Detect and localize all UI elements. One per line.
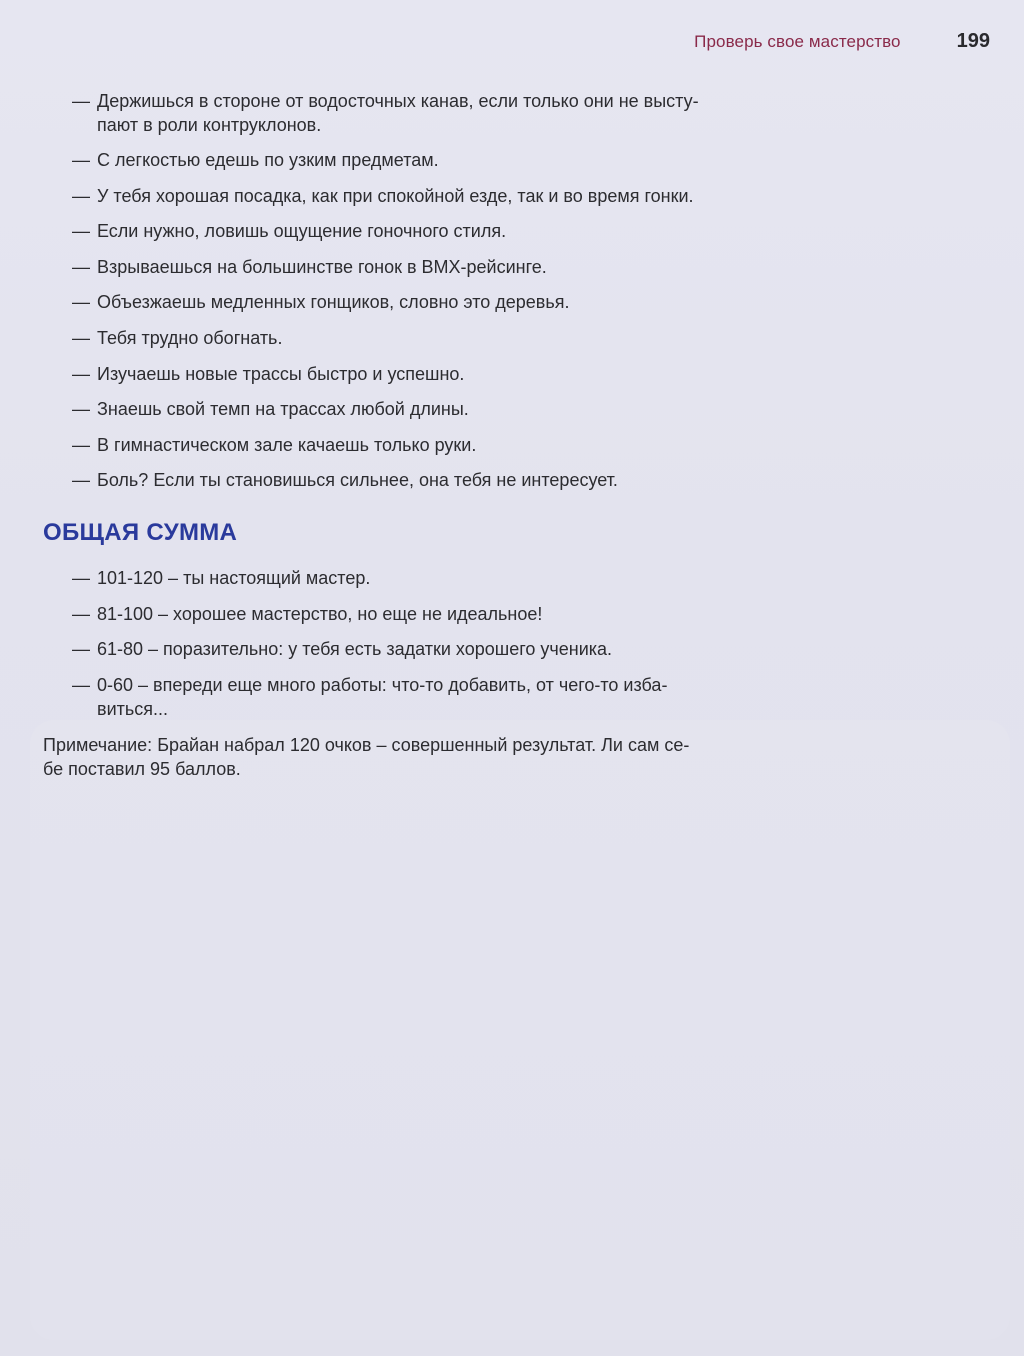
list-dash: — (72, 185, 90, 206)
list-dash: — (72, 399, 90, 420)
list-item-text-line: 81-100 – хорошее мастерство, но еще не идеальное! (97, 603, 543, 624)
list-dash: — (72, 639, 90, 659)
list-item-text-line: С легкостью едешь по узким предметам. (97, 150, 439, 170)
note-paragraph (43, 733, 803, 781)
score-ranges-list (72, 566, 802, 732)
list-item (72, 602, 802, 626)
list-item-text-line: пают в роли контруклонов. (97, 115, 322, 135)
list-dash: — (72, 674, 90, 695)
list-item (72, 397, 802, 421)
list-item (72, 637, 802, 661)
list-item-text-line: 101-120 – ты настоящий мастер. (97, 568, 371, 588)
list-item-text-line: В гимнастическом зале качаешь только руки. (97, 434, 477, 455)
list-dash: — (72, 221, 90, 242)
list-dash: — (72, 603, 90, 624)
list-dash: — (72, 292, 90, 313)
running-head (694, 30, 990, 53)
list-dash: — (72, 470, 90, 491)
list-item-text-line: Боль? Если ты становишься сильнее, она тебя не интересует. (97, 470, 618, 491)
list-dash: — (72, 327, 90, 348)
list-item-text-line: Тебя трудно обогнать. (97, 327, 283, 348)
list-item (72, 89, 802, 137)
list-item-text-line: Взрываешься на большинстве гонок в ВМХ-рейсинге. (97, 256, 547, 277)
list-dash: — (72, 256, 90, 277)
list-item-text-line: Объезжаешь медленных гонщиков, словно это деревья. (97, 292, 570, 313)
list-item (72, 255, 802, 279)
list-item-text-line: Держишься в стороне от водосточных канав, если только они не высту- (97, 91, 699, 111)
note-text-line: Примечание: Брайан набрал 120 очков – совершенный результат. Ли сам се- (43, 735, 690, 755)
list-dash: — (72, 150, 90, 170)
list-item (72, 673, 802, 721)
list-item-text-line: Изучаешь новые трассы быстро и успешно. (97, 363, 465, 384)
total-score-heading: ОБЩАЯ СУММА (43, 519, 238, 546)
list-dash: — (72, 91, 90, 111)
list-dash: — (72, 434, 90, 455)
list-item (72, 290, 802, 314)
list-item (72, 362, 802, 386)
skills-checklist (72, 89, 802, 504)
list-item (72, 184, 802, 208)
list-item-text-line: 61-80 – поразительно: у тебя есть задатки хорошего ученика. (97, 639, 613, 659)
list-item-text-line: Знаешь свой темп на трассах любой длины. (97, 399, 469, 420)
note-text-line: бе поставил 95 баллов. (43, 759, 241, 779)
list-item-text-line: виться... (97, 698, 168, 719)
page-shading (30, 720, 1010, 1340)
list-dash: — (72, 363, 90, 384)
list-item (72, 148, 802, 172)
list-dash: — (72, 568, 90, 588)
list-item-text-line: 0-60 – впереди еще много работы: что-то добавить, от чего-то изба- (97, 674, 668, 695)
list-item-text-line: У тебя хорошая посадка, как при спокойной езде, так и во время гонки. (97, 185, 694, 206)
list-item (72, 566, 802, 590)
list-item (72, 219, 802, 243)
list-item (72, 326, 802, 350)
list-item (72, 433, 802, 457)
running-head-section-title: Проверь свое мастерство (694, 32, 901, 51)
list-item (72, 468, 802, 492)
page-number: 199 (956, 30, 990, 52)
list-item-text-line: Если нужно, ловишь ощущение гоночного стиля. (97, 221, 507, 242)
